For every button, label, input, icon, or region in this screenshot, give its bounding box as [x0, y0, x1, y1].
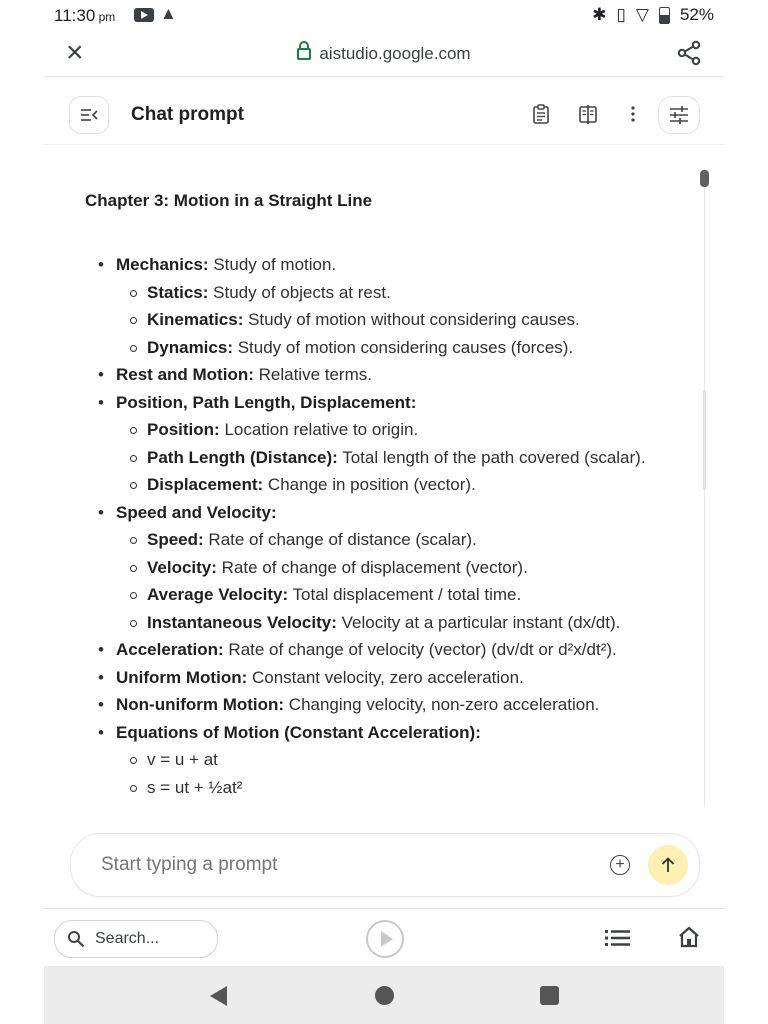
- youtube-notification-icon: [134, 8, 154, 22]
- bottom-toolbar: [44, 908, 724, 967]
- list-item-term: Rest and Motion:: [116, 365, 254, 384]
- sub-list-item-term: Kinematics:: [147, 310, 244, 329]
- browser-bar: [44, 34, 724, 77]
- list-item: [86, 636, 646, 664]
- scrollbar-indicator[interactable]: [703, 390, 706, 490]
- system-nav-bar: [44, 966, 724, 1024]
- url-text: aistudio.google.com: [319, 44, 471, 63]
- home-icon[interactable]: [678, 926, 700, 948]
- sub-list-item: [116, 471, 646, 499]
- sub-list: [116, 526, 646, 636]
- recent-apps-icon[interactable]: [540, 986, 559, 1005]
- search-label: Search...: [95, 930, 160, 947]
- list-item-text: Relative terms.: [253, 365, 372, 384]
- chapter-title: Chapter 3: Motion in a Straight Line: [85, 191, 373, 210]
- notes-list: [86, 251, 646, 801]
- list-item: [86, 664, 646, 692]
- list-item-term: Position, Path Length, Displacement:: [116, 392, 417, 412]
- sub-list-item: [116, 609, 646, 637]
- close-icon[interactable]: ×: [66, 36, 84, 69]
- sub-list-item: [116, 279, 646, 307]
- list-item: [86, 251, 646, 361]
- sub-list-item: [116, 581, 646, 609]
- sub-list-item-term: Path Length (Distance):: [147, 447, 338, 467]
- share-icon[interactable]: [676, 40, 702, 66]
- list-item: [86, 691, 646, 719]
- sub-list-item: [116, 306, 646, 334]
- sub-list-item-term: Average Velocity:: [147, 585, 289, 604]
- status-time: 11:30 pm: [54, 6, 116, 25]
- list-item: [86, 499, 646, 637]
- run-settings-button[interactable]: [658, 96, 700, 134]
- sub-list-item: [116, 526, 646, 554]
- prompt-input[interactable]: [101, 854, 541, 876]
- clipboard-icon[interactable]: [531, 104, 551, 124]
- menu-toggle-button[interactable]: [69, 96, 109, 134]
- sub-list-item-text: Study of motion without considering causes.: [243, 310, 580, 329]
- sub-list-item-text: Total displacement / total time.: [288, 585, 522, 604]
- sub-list-item-term: Statics:: [147, 282, 209, 302]
- list-item-term: Uniform Motion:: [116, 667, 248, 687]
- back-icon[interactable]: [210, 986, 227, 1006]
- sub-list-item-term: Dynamics:: [147, 337, 233, 357]
- home-nav-icon[interactable]: [375, 986, 394, 1005]
- list-item-text: Rate of change of velocity (vector) (dv/dt or d²x/dt²).: [223, 640, 617, 659]
- list-item-text: Study of motion.: [208, 255, 337, 274]
- chat-content: [44, 145, 724, 810]
- sub-list-item: [116, 416, 646, 444]
- prompt-bar: [70, 833, 700, 897]
- warning-icon: ▲: [160, 4, 177, 23]
- search-icon: [67, 930, 85, 948]
- list-item-term: Speed and Velocity:: [116, 502, 277, 522]
- bluetooth-icon: ✱: [592, 5, 607, 24]
- sub-list-item-text: Rate of change of distance (scalar).: [203, 530, 477, 549]
- sub-list-item-text: Study of motion considering causes (forces).: [232, 337, 574, 357]
- sub-list-item-text: Location relative to origin.: [219, 420, 419, 439]
- url-bar[interactable]: [44, 44, 724, 64]
- sub-list-item: [116, 774, 646, 802]
- sub-list-item-text: v = u + at: [147, 750, 218, 769]
- battery-level: 52%: [679, 5, 714, 24]
- sub-list-item-term: Speed:: [147, 530, 204, 549]
- list-icon[interactable]: [605, 929, 631, 947]
- app-header: [44, 86, 724, 145]
- search-box[interactable]: [54, 920, 218, 958]
- list-item-term: Mechanics:: [116, 255, 209, 274]
- list-item-text: Constant velocity, zero acceleration.: [247, 667, 524, 687]
- compare-icon[interactable]: [578, 104, 598, 124]
- sub-list-item-text: Velocity at a particular instant (dx/dt).: [336, 612, 621, 632]
- sub-list-item-text: Study of objects at rest.: [208, 282, 391, 302]
- sub-list: [116, 416, 646, 499]
- send-button[interactable]: [648, 845, 688, 885]
- sub-list: [116, 279, 646, 362]
- sub-list-item: [116, 554, 646, 582]
- collapse-menu-icon: [80, 108, 98, 122]
- sub-list-item-term: Position:: [147, 420, 220, 439]
- scrollbar-thumb[interactable]: [700, 170, 709, 187]
- list-item-term: Non-uniform Motion:: [116, 695, 285, 714]
- sub-list-item-text: Change in position (vector).: [263, 475, 476, 494]
- list-item-text: Changing velocity, non-zero acceleration.: [284, 695, 600, 714]
- sub-list-item-term: Instantaneous Velocity:: [147, 612, 337, 632]
- status-bar: [0, 0, 768, 32]
- status-indicators: [592, 5, 714, 25]
- list-item: [86, 361, 646, 389]
- play-button[interactable]: [366, 920, 404, 958]
- scrollbar-track[interactable]: [704, 185, 705, 807]
- sub-list-item-text: s = ut + ½at²: [147, 777, 243, 797]
- lock-icon: [297, 48, 311, 60]
- sub-list: [116, 746, 646, 801]
- wifi-icon: ▽: [635, 5, 649, 24]
- page-title: Chat prompt: [131, 104, 244, 125]
- arrow-up-icon: [660, 857, 676, 873]
- add-media-icon[interactable]: +: [610, 855, 630, 875]
- list-item: [86, 389, 646, 499]
- sub-list-item-text: Rate of change of displacement (vector).: [216, 557, 528, 577]
- sub-list-item: [116, 746, 646, 774]
- battery-icon: [659, 7, 670, 24]
- list-item-term: Equations of Motion (Constant Acceleration):: [116, 722, 481, 742]
- sub-list-item: [116, 334, 646, 362]
- vibrate-icon: ▯: [616, 5, 626, 24]
- sub-list-item-text: Total length of the path covered (scalar).: [337, 447, 646, 467]
- more-options-icon[interactable]: [623, 104, 643, 124]
- list-item: [86, 719, 646, 802]
- sub-list-item-term: Displacement:: [147, 475, 264, 494]
- sub-list-item: [116, 444, 646, 472]
- sub-list-item-term: Velocity:: [147, 557, 217, 577]
- tune-icon: [669, 106, 689, 124]
- list-item-term: Acceleration:: [116, 640, 224, 659]
